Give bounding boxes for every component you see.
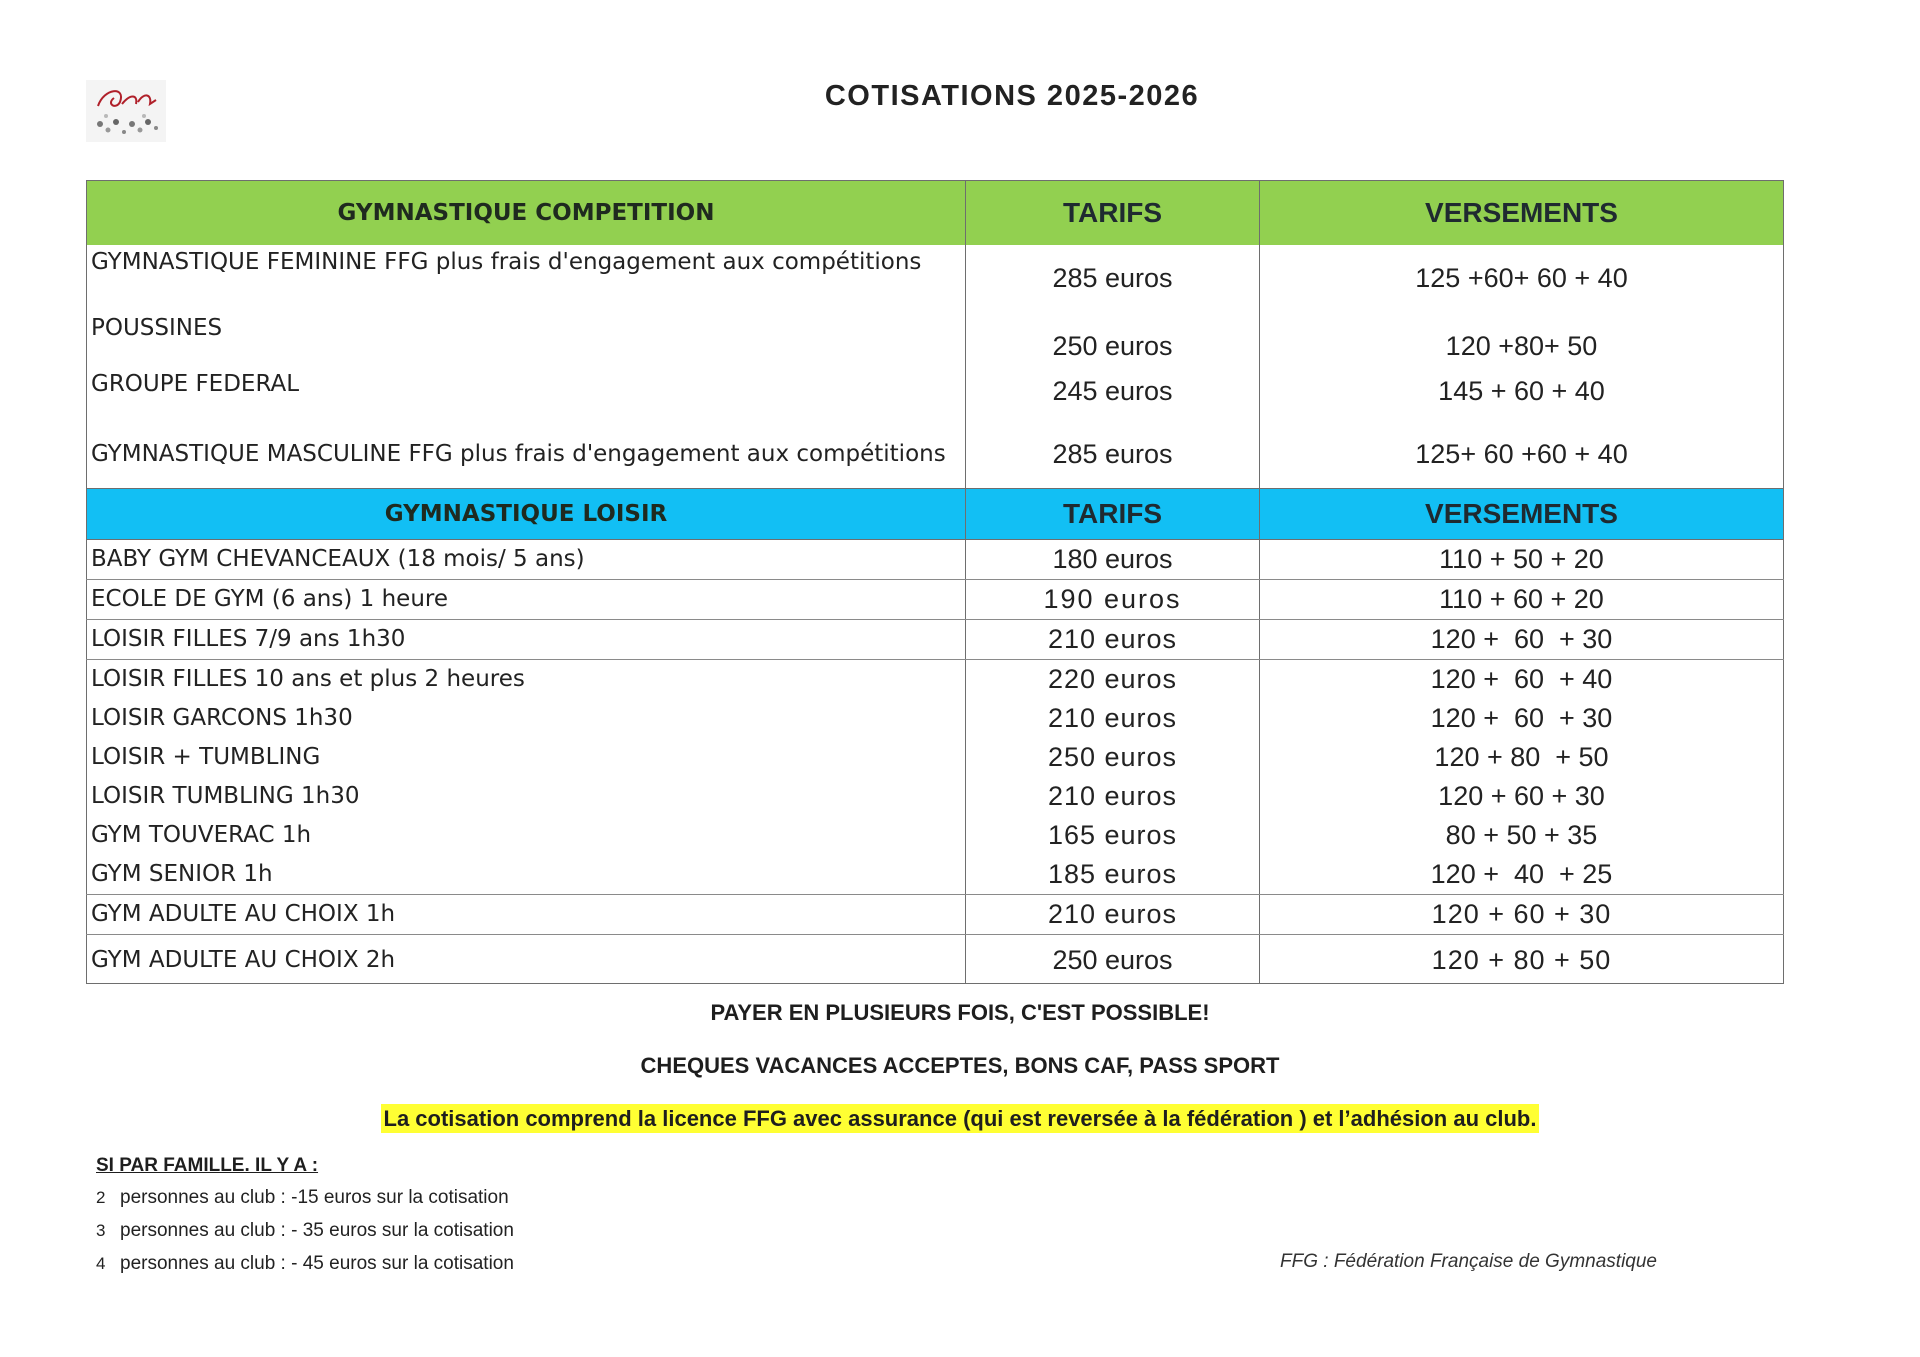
loisir-category-header: GYMNASTIQUE LOISIR [87, 489, 966, 540]
row-label: LOISIR FILLES 10 ans et plus 2 heures [87, 660, 966, 700]
row-versements: 120 + 40 + 25 [1260, 855, 1784, 895]
row-versements: 120 + 80 + 50 [1260, 738, 1784, 777]
licence-note [0, 1106, 1920, 1132]
row-versements: 80 + 50 + 35 [1260, 816, 1784, 855]
table-row [87, 895, 1784, 935]
row-versements: 145 + 60 + 40 [1260, 362, 1784, 420]
family-count: 4 [96, 1254, 106, 1273]
row-label: GYM SENIOR 1h [87, 855, 966, 895]
row-versements: 120 + 60 + 30 [1260, 699, 1784, 738]
family-discount-text: personnes au club : - 45 euros sur la cotisation [120, 1253, 514, 1274]
row-label: GYM ADULTE AU CHOIX 1h [87, 895, 966, 935]
row-versements: 120 + 60 + 30 [1260, 895, 1784, 935]
row-versements: 110 + 60 + 20 [1260, 580, 1784, 620]
page-title: COTISATIONS 2025-2026 [824, 80, 1200, 112]
competition-header-row [87, 181, 1784, 246]
ffg-definition: FFG : Fédération Française de Gymnastique [1280, 1251, 1657, 1272]
row-tarif: 210 euros [966, 895, 1260, 935]
loisir-header-row [87, 489, 1784, 540]
row-tarif: 190 euros [966, 580, 1260, 620]
table-row [87, 699, 1784, 738]
family-discount-text: personnes au club : -15 euros sur la cotisation [120, 1187, 509, 1208]
family-discount-line [96, 1220, 514, 1242]
row-label: GYM ADULTE AU CHOIX 2h [87, 935, 966, 984]
row-label: BABY GYM CHEVANCEAUX (18 mois/ 5 ans) [87, 540, 966, 580]
row-versements: 120 + 60 + 40 [1260, 660, 1784, 700]
row-versements: 120 + 60 + 30 [1260, 620, 1784, 660]
table-row [87, 420, 1784, 489]
family-count: 3 [96, 1221, 106, 1240]
row-tarif: 180 euros [966, 540, 1260, 580]
row-versements: 125+ 60 +60 + 40 [1260, 420, 1784, 489]
table-row [87, 855, 1784, 895]
payment-note: PAYER EN PLUSIEURS FOIS, C'EST POSSIBLE! [710, 1000, 1210, 1025]
row-versements: 110 + 50 + 20 [1260, 540, 1784, 580]
row-label: LOISIR FILLES 7/9 ans 1h30 [87, 620, 966, 660]
row-label: LOISIR + TUMBLING [87, 738, 966, 777]
row-tarif: 245 euros [966, 362, 1260, 420]
row-tarif: 250 euros [966, 312, 1260, 362]
row-tarif: 185 euros [966, 855, 1260, 895]
competition-versements-header: VERSEMENTS [1260, 181, 1784, 246]
family-discount-text: personnes au club : - 35 euros sur la cotisation [120, 1220, 514, 1241]
cheques-note: CHEQUES VACANCES ACCEPTES, BONS CAF, PASS SPORT [640, 1053, 1280, 1078]
loisir-versements-header: VERSEMENTS [1260, 489, 1784, 540]
table-row [87, 777, 1784, 816]
table-row [87, 245, 1784, 312]
competition-category-header: GYMNASTIQUE COMPETITION [87, 181, 966, 246]
row-label: LOISIR TUMBLING 1h30 [87, 777, 966, 816]
row-label: GYM TOUVERAC 1h [87, 816, 966, 855]
row-tarif: 220 euros [966, 660, 1260, 700]
family-count: 2 [96, 1188, 106, 1207]
row-label: LOISIR GARCONS 1h30 [87, 699, 966, 738]
row-tarif: 210 euros [966, 699, 1260, 738]
table-row [87, 312, 1784, 362]
family-discount-line [96, 1187, 509, 1209]
licence-highlight: La cotisation comprend la licence FFG avec assurance (qui est reversée à la fédération ) et l’adhésion au club. [381, 1104, 1540, 1133]
family-discount-title: SI PAR FAMILLE. IL Y A : [96, 1155, 319, 1176]
row-tarif: 285 euros [966, 245, 1260, 312]
row-label: POUSSINES [87, 312, 966, 362]
loisir-tarifs-header: TARIFS [966, 489, 1260, 540]
row-label: ECOLE DE GYM (6 ans) 1 heure [87, 580, 966, 620]
row-versements: 120 +80+ 50 [1260, 312, 1784, 362]
row-versements: 125 +60+ 60 + 40 [1260, 245, 1784, 312]
row-label: GYMNASTIQUE FEMININE FFG plus frais d'engagement aux compétitions [87, 245, 966, 312]
family-discount-line [96, 1253, 514, 1275]
table-row [87, 580, 1784, 620]
row-label: GROUPE FEDERAL [87, 362, 966, 420]
table-row [87, 540, 1784, 580]
table-row [87, 660, 1784, 700]
table-row [87, 738, 1784, 777]
row-tarif: 285 euros [966, 420, 1260, 489]
competition-tarifs-header: TARIFS [966, 181, 1260, 246]
table-row [87, 620, 1784, 660]
row-tarif: 210 euros [966, 620, 1260, 660]
row-tarif: 165 euros [966, 816, 1260, 855]
row-label: GYMNASTIQUE MASCULINE FFG plus frais d'engagement aux compétitions [87, 420, 966, 489]
row-tarif: 210 euros [966, 777, 1260, 816]
table-row [87, 935, 1784, 984]
table-row [87, 816, 1784, 855]
fees-table [86, 180, 1784, 984]
row-versements: 120 + 60 + 30 [1260, 777, 1784, 816]
table-row [87, 362, 1784, 420]
row-tarif: 250 euros [966, 935, 1260, 984]
row-tarif: 250 euros [966, 738, 1260, 777]
row-versements: 120 + 80 + 50 [1260, 935, 1784, 984]
